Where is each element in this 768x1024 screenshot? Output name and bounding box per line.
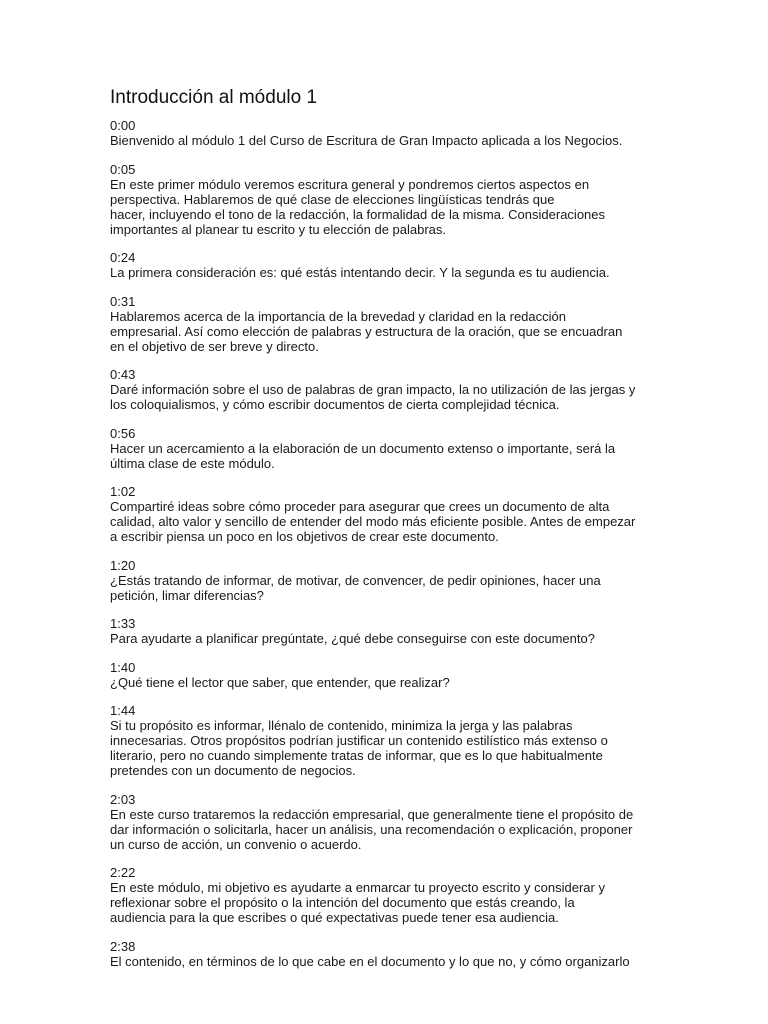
transcript-text: En este módulo, mi objetivo es ayudarte a enmarcar tu proyecto escrito y considerar y reflexionar sobre el propósito o la intención del documento que estás creando, la audiencia para la que escribes o qué expectativas puede tener esa audiencia. xyxy=(110,880,605,925)
timestamp: 1:20 xyxy=(110,557,136,573)
transcript-entry xyxy=(110,792,662,852)
transcript-entry xyxy=(110,294,662,354)
transcript-entry xyxy=(110,118,662,148)
transcript-entry xyxy=(110,250,662,280)
transcript-text: En este primer módulo veremos escritura general y pondremos ciertos aspectos en perspectiva. Hablaremos de qué clase de elecciones lingüísticas tendrás que hacer, incluyendo el tono de la redacción, la formalidad de la misma. Consideraciones importantes al planear tu escrito y tu elección de palabras. xyxy=(110,176,606,237)
timestamp: 1:33 xyxy=(110,616,136,631)
timestamp: 2:03 xyxy=(110,791,136,807)
transcript-text: Bienvenido al módulo 1 del Curso de Escritura de Gran Impacto aplicada a los Negocios. xyxy=(110,133,623,148)
transcript-text: Compartiré ideas sobre cómo proceder para asegurar que crees un documento de alta calidad, alto valor y sencillo de entender del modo más eficiente posible. Antes de empezar a escribir piensa un poco en los objetivos de crear este documento. xyxy=(110,499,636,544)
transcript-text: Hacer un acercamiento a la elaboración de un documento extenso o importante, será la última clase de este módulo. xyxy=(110,440,616,471)
transcript-entry xyxy=(110,484,662,544)
transcript-entry xyxy=(110,865,662,925)
timestamp: 0:31 xyxy=(110,293,136,309)
transcript-entry xyxy=(110,703,662,778)
timestamp: 1:40 xyxy=(110,659,136,675)
transcript-text: ¿Qué tiene el lector que saber, que entender, que realizar? xyxy=(110,674,450,690)
transcript-entry xyxy=(110,426,662,471)
transcript-entry xyxy=(110,558,662,603)
transcript-text: Daré información sobre el uso de palabras de gran impacto, la no utilización de las jergas y los coloquialismos, y cómo escribir documentos de cierta complejidad técnica. xyxy=(110,382,636,412)
timestamp: 0:00 xyxy=(110,118,136,133)
transcript-text: Hablaremos acerca de la importancia de la brevedad y claridad en la redacción empresarial. Así como elección de palabras y estructura de la oración, que se encuadran en el objetivo de ser breve y directo. xyxy=(110,308,623,354)
timestamp: 0:43 xyxy=(110,367,136,382)
transcript-text: En este curso trataremos la redacción empresarial, que generalmente tiene el propósito de dar información o solicitarla, hacer un análisis, una recomendación o explicación, proponer un curso de acción, un convenio o acuerdo. xyxy=(110,806,634,852)
transcript-entry xyxy=(110,660,662,690)
transcript-text: La primera consideración es: qué estás intentando decir. Y la segunda es tu audiencia. xyxy=(110,265,610,280)
timestamp: 2:38 xyxy=(110,938,136,954)
transcript-entry xyxy=(110,939,662,969)
timestamp: 0:24 xyxy=(110,250,136,265)
transcript-entry xyxy=(110,616,662,646)
transcript-text: El contenido, en términos de lo que cabe en el documento y lo que no, y cómo organizarlo xyxy=(110,953,630,969)
transcript-entry xyxy=(110,367,662,412)
timestamp: 1:02 xyxy=(110,484,136,499)
document-title: Introducción al módulo 1 xyxy=(110,87,318,108)
transcript-text: Si tu propósito es informar, llénalo de contenido, minimiza la jerga y las palabras innecesarias. Otros propósitos podrían justificar un contenido estilístico más extenso o literario, pero no cuando simplemente tratas de informar, que es lo que habitualmente pretendes con un documento de negocios. xyxy=(110,718,608,778)
transcript-text: Para ayudarte a planificar pregúntate, ¿qué debe conseguirse con este documento? xyxy=(110,631,595,646)
transcript-text: ¿Estás tratando de informar, de motivar, de convencer, de pedir opiniones, hacer una petición, limar diferencias? xyxy=(110,572,601,603)
timestamp: 0:05 xyxy=(110,161,136,177)
timestamp: 1:44 xyxy=(110,703,136,718)
transcript-entry xyxy=(110,162,662,237)
timestamp: 2:22 xyxy=(110,865,136,880)
document-page xyxy=(110,86,662,982)
timestamp: 0:56 xyxy=(110,425,136,441)
